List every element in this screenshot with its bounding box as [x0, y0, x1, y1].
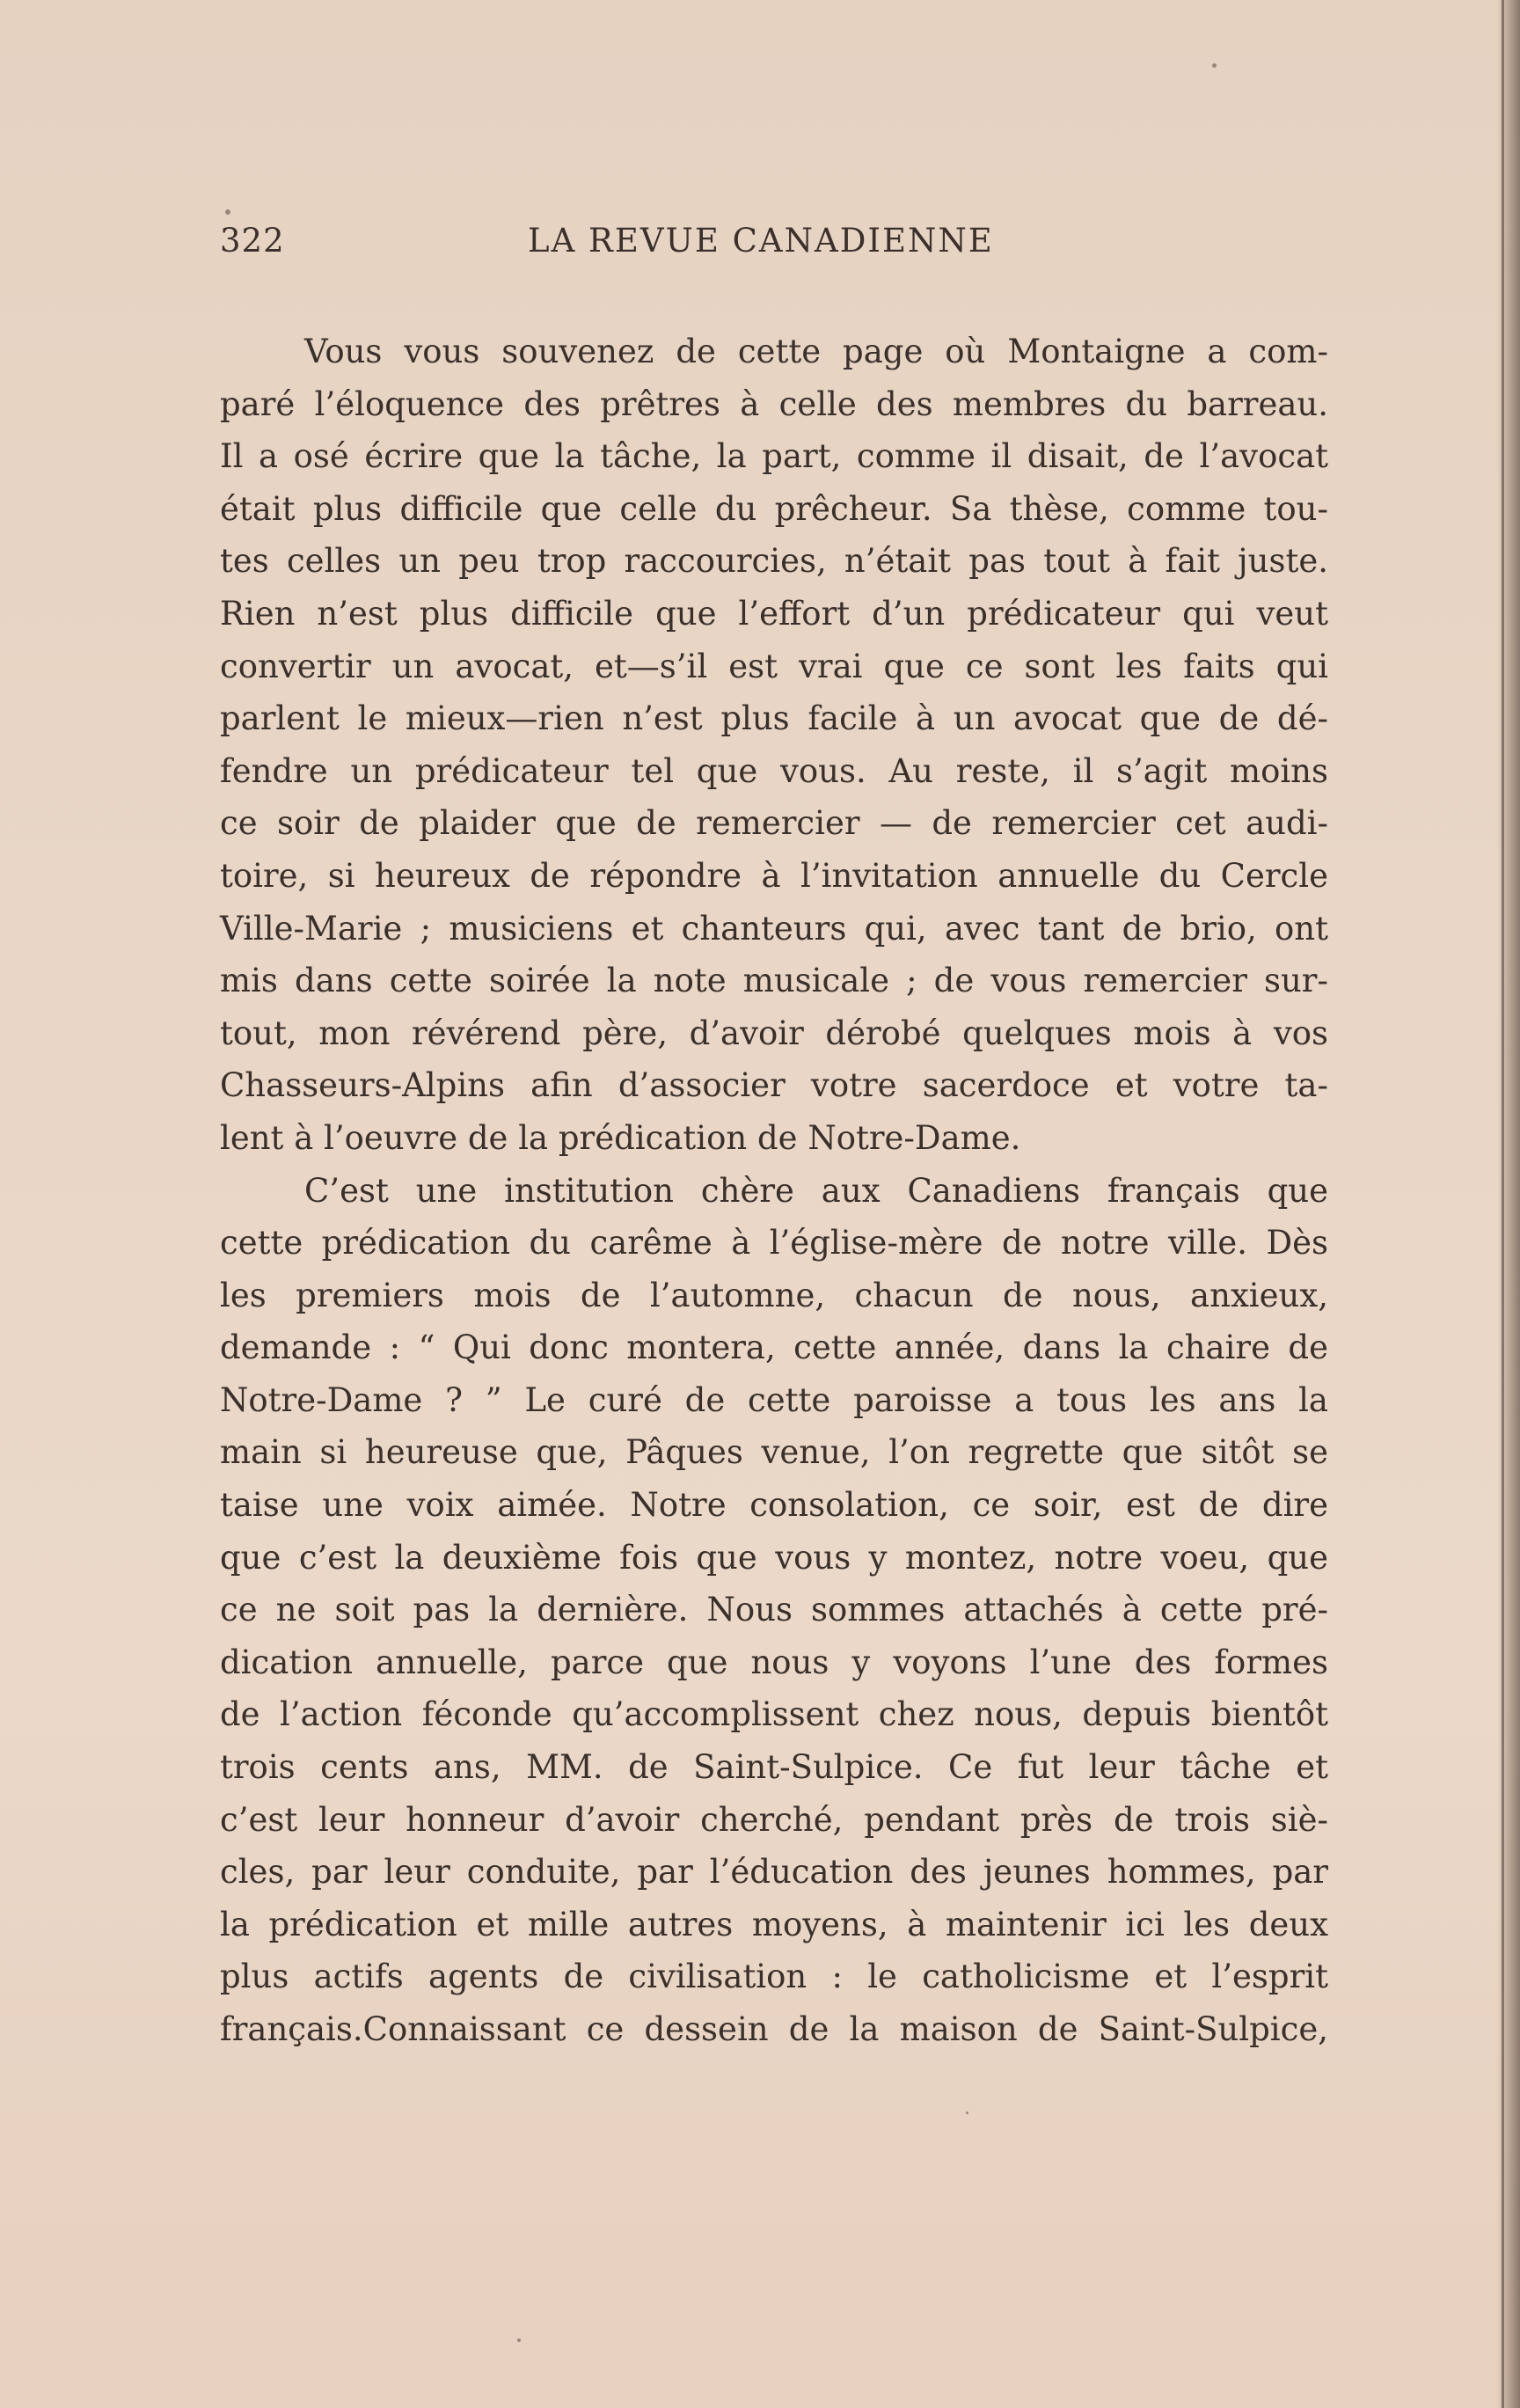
text-line: fendre un prédicateur tel que vous. Au reste, il s’agit moins — [220, 751, 1328, 790]
text-line: ce ne soit pas la dernière. Nous sommes attachés à cette pré- — [220, 1591, 1328, 1629]
text-line: que c’est la deuxième fois que vous y montez, notre voeu, que — [220, 1538, 1328, 1577]
text-line: de l’action féconde qu’accomplissent chez nous, depuis bientôt — [220, 1695, 1328, 1734]
text-line: Vous vous souvenez de cette page où Montaigne a com- — [304, 333, 1328, 370]
text-line: Il a osé écrire que la tâche, la part, comme il disait, de l’avocat — [220, 437, 1328, 476]
text-line: mis dans cette soirée la note musicale ; de vous remercier sur- — [220, 962, 1328, 1000]
paper-speck — [225, 209, 230, 215]
text-line: la prédication et mille autres moyens, à maintenir ici les deux — [220, 1905, 1328, 1943]
text-line: cette prédication du carême à l’église-mère de notre ville. Dès — [220, 1224, 1328, 1263]
text-line: Ville-Marie ; musiciens et chanteurs qui, avec tant de brio, ont — [220, 909, 1328, 948]
text-line: ce soir de plaider que de remercier — de remercier cet audi- — [220, 804, 1328, 843]
text-line: Notre-Dame ? ” Le curé de cette paroisse a tous les ans la — [220, 1380, 1328, 1419]
text-line: tes celles un peu trop raccourcies, n’était pas tout à fait juste. — [220, 542, 1328, 581]
paper-speck — [517, 2338, 521, 2342]
paper-speck — [966, 2112, 968, 2114]
text-line: cles, par leur conduite, par l’éducation des jeunes hommes, par — [220, 1853, 1328, 1892]
text-line: lent à l’oeuvre de la prédication de Notre-Dame. — [220, 1118, 1021, 1157]
text-line: plus actifs agents de civilisation : le catholicisme et l’esprit — [220, 1958, 1328, 1996]
body-text — [220, 326, 1328, 2056]
text-line: français.Connaissant ce dessein de la maison de Saint-Sulpice, — [220, 2010, 1328, 2048]
text-line: les premiers mois de l’automne, chacun de nous, anxieux, — [220, 1276, 1328, 1314]
paper-speck — [1212, 63, 1217, 68]
text-line: taise une voix aimée. Notre consolation, ce soir, est de dire — [220, 1486, 1328, 1525]
text-line: demande : “ Qui donc montera, cette année, dans la chaire de — [220, 1328, 1328, 1367]
journal-title: LA REVUE CANADIENNE — [528, 222, 994, 260]
page-number: 322 — [220, 222, 285, 260]
text-line: était plus difficile que celle du prêcheur. Sa thèse, comme tou- — [220, 489, 1328, 528]
text-line: tout, mon révérend père, d’avoir dérobé quelques mois à vos — [220, 1014, 1328, 1052]
text-line: convertir un avocat, et—s’il est vrai que ce sont les faits qui — [220, 647, 1328, 685]
text-line: paré l’éloquence des prêtres à celle des membres du barreau. — [220, 384, 1328, 423]
running-head — [220, 222, 1328, 266]
text-line: main si heureuse que, Pâques venue, l’on regrette que sitôt se — [220, 1433, 1328, 1472]
text-line: parlent le mieux—rien n’est plus facile à un avocat que de dé- — [220, 699, 1328, 738]
page-edge-shadow — [1497, 0, 1520, 2408]
text-line: Chasseurs-Alpins afin d’associer votre sacerdoce et votre ta- — [220, 1066, 1328, 1105]
text-line: C’est une institution chère aux Canadiens français que — [304, 1171, 1328, 1210]
page-edge-line — [1502, 0, 1504, 2408]
text-line: c’est leur honneur d’avoir cherché, pendant près de trois siè- — [220, 1800, 1328, 1839]
text-line: Rien n’est plus difficile que l’effort d’un prédicateur qui veut — [220, 594, 1328, 633]
text-line: dication annuelle, parce que nous y voyons l’une des formes — [220, 1643, 1328, 1681]
text-line: trois cents ans, MM. de Saint-Sulpice. Ce fut leur tâche et — [220, 1748, 1328, 1787]
text-line: toire, si heureux de répondre à l’invitation annuelle du Cercle — [220, 856, 1328, 895]
